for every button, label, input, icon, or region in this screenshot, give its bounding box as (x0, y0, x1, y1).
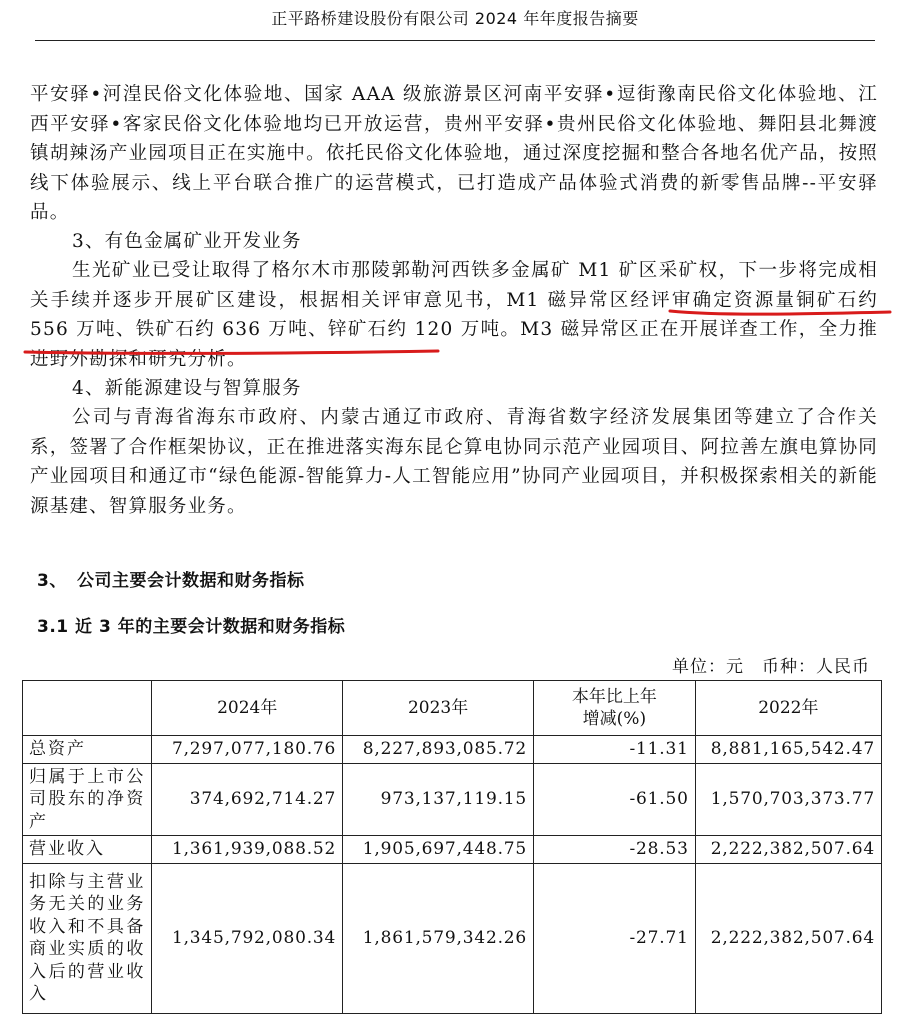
table-row (23, 836, 882, 864)
cell-change: -27.71 (534, 863, 696, 1013)
cell-change: -11.31 (534, 736, 696, 764)
cell-2022: 1,570,703,373.77 (695, 763, 881, 836)
cell-2024: 1,361,939,088.52 (152, 836, 343, 864)
cell-2023: 1,861,579,342.26 (343, 863, 534, 1013)
paragraph-mining: 生光矿业已受让取得了格尔木市那陵郭勒河西铁多金属矿 M1 矿区采矿权，下一步将完成相关手续并逐步开展矿区建设，根据相关评审意见书，M1 磁异常区经评审确定资源量铜矿石约 556 万吨、铁矿石约 636 万吨、锌矿石约 120 万吨。M3 磁异常区正在开展详查工作，全力推进野外勘探和研究分析。 (30, 260, 878, 370)
paragraph-new-energy: 公司与青海省海东市政府、内蒙古通辽市政府、青海省数字经济发展集团等建立了合作关系，签署了合作框架协议，正在推进落实海东昆仑算电协同示范产业园项目、阿拉善左旗电算协同产业园项目和通辽市“绿色能源-智能算力-人工智能应用”协同产业园项目，并积极探索相关的新能源基建、智算服务业务。 (30, 407, 878, 517)
currency-unit-note: 单位：元 币种：人民币 (672, 657, 870, 677)
cell-2022: 2,222,382,507.64 (695, 863, 881, 1013)
cell-2023: 1,905,697,448.75 (343, 836, 534, 864)
row-label: 归属于上市公司股东的净资产 (23, 763, 152, 836)
cell-2023: 973,137,119.15 (343, 763, 534, 836)
table-header-cell: 2023年 (343, 681, 534, 736)
cell-2024: 374,692,714.27 (152, 763, 343, 836)
table-header-cell: 2024年 (152, 681, 343, 736)
cell-2022: 2,222,382,507.64 (695, 836, 881, 864)
report-header: 正平路桥建设股份有限公司 2024 年年度报告摘要 (35, 0, 875, 41)
table-row (23, 736, 882, 764)
heading-mining-business: 3、有色金属矿业开发业务 (72, 231, 302, 252)
financial-indicators-table (22, 680, 882, 1014)
section-number: 3、 (37, 571, 67, 591)
table-header-cell: 2022年 (695, 681, 881, 736)
table-row (23, 863, 882, 1013)
cell-2024: 7,297,077,180.76 (152, 736, 343, 764)
heading-new-energy: 4、新能源建设与智算服务 (72, 378, 302, 399)
cell-2022: 8,881,165,542.47 (695, 736, 881, 764)
cell-change: -28.53 (534, 836, 696, 864)
row-label: 总资产 (23, 736, 152, 764)
subsection-title: 3.1 近 3 年的主要会计数据和财务指标 (37, 617, 346, 637)
section-title (37, 566, 305, 591)
table-header-cell (23, 681, 152, 736)
row-label: 营业收入 (23, 836, 152, 864)
cell-change: -61.50 (534, 763, 696, 836)
section-title-text: 公司主要会计数据和财务指标 (77, 571, 305, 591)
row-label: 扣除与主营业务无关的业务收入和不具备商业实质的收入后的营业收入 (23, 863, 152, 1013)
cell-2023: 8,227,893,085.72 (343, 736, 534, 764)
table-header-cell: 本年比上年 增减(%) (534, 681, 696, 736)
cell-2024: 1,345,792,080.34 (152, 863, 343, 1013)
paragraph-pingan-yi: 平安驿•河湟民俗文化体验地、国家 AAA 级旅游景区河南平安驿•逗街豫南民俗文化体验地、江西平安驿•客家民俗文化体验地均已开放运营，贵州平安驿•贵州民俗文化体验地、舞阳县北舞渡镇胡辣汤产业园项目正在实施中。依托民俗文化体验地，通过深度挖掘和整合各地名优产品，按照线下体验展示、线上平台联合推广的运营模式，已打造成产品体验式消费的新零售品牌--平安驿品。 (30, 84, 878, 223)
table-row (23, 763, 882, 836)
table-header-row (23, 681, 882, 736)
